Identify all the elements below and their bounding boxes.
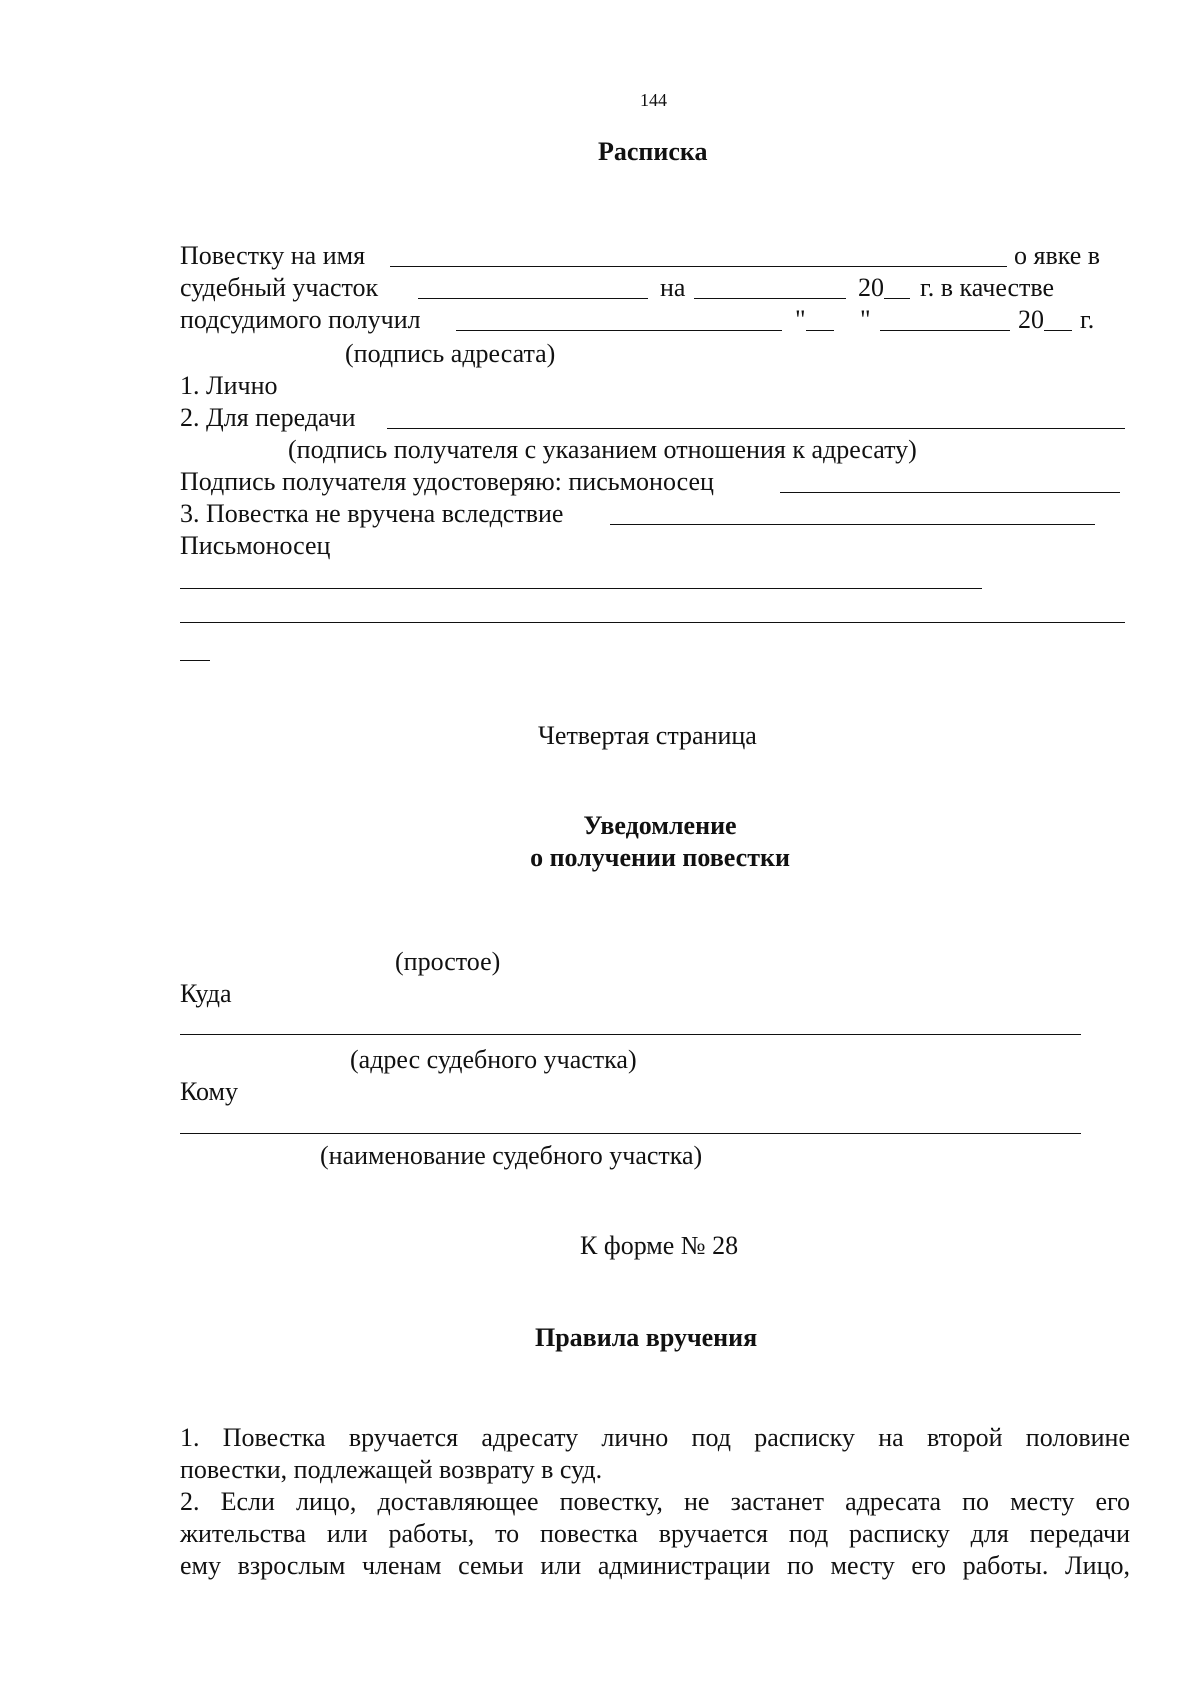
receipt-line3-suffix: г. — [1080, 305, 1095, 334]
postman-blank-2 — [180, 622, 1125, 623]
receipt-line2-mid: на — [660, 273, 686, 302]
postman-label: Письмоносец — [180, 531, 331, 560]
form-reference: К форме № 28 — [580, 1231, 739, 1260]
receipt-line1-suffix: о явке в — [1014, 241, 1101, 270]
year-blank-2 — [1044, 330, 1072, 331]
postman-blank-1 — [180, 588, 982, 589]
quote-close: " — [860, 305, 871, 334]
reason-blank — [610, 524, 1095, 525]
day-blank — [806, 330, 834, 331]
certify-line: Подпись получателя удостоверяю: письмоносец — [180, 467, 714, 496]
to-whom-note: (наименование судебного участка) — [320, 1141, 703, 1170]
notice-type: (простое) — [395, 947, 501, 976]
rules-p2-line2: жительства или работы, то повестка вручается под расписку для передачи — [180, 1519, 1130, 1548]
addressee-signature-note: (подпись адресата) — [345, 339, 556, 368]
receipt-line2-prefix: судебный участок — [180, 273, 379, 302]
fourth-page-heading: Четвертая страница — [538, 721, 757, 750]
receipt-line2-year: 20 — [858, 273, 884, 302]
item-for-transfer: 2. Для передачи — [180, 403, 356, 432]
postman-signature-blank — [780, 492, 1120, 493]
year-blank — [884, 298, 910, 299]
transfer-blank — [387, 428, 1125, 429]
notice-title-line2: о получении повестки — [530, 843, 790, 872]
month-blank — [880, 330, 1010, 331]
rules-p2-line1: 2. Если лицо, доставляющее повестку, не застанет адресата по месту его — [180, 1487, 1130, 1516]
receipt-line2-suffix: г. в качестве — [920, 273, 1055, 302]
rules-title: Правила вручения — [535, 1323, 758, 1352]
to-whom-label: Кому — [180, 1077, 239, 1106]
date-blank — [694, 298, 846, 299]
receipt-line3-prefix: подсудимого получил — [180, 305, 421, 334]
to-where-note: (адрес судебного участка) — [350, 1045, 637, 1074]
rules-p2-line3: ему взрослым членам семьи или администрации по месту его работы. Лицо, — [180, 1551, 1130, 1580]
notice-title-line1: Уведомление — [583, 811, 737, 840]
court-section-blank — [418, 298, 648, 299]
postman-blank-3 — [180, 660, 210, 661]
rules-p1-line1: 1. Повестка вручается адресату лично под расписку на второй половине — [180, 1423, 1130, 1452]
addressee-name-blank — [390, 266, 1007, 267]
to-where-blank — [180, 1034, 1081, 1035]
item-personally: 1. Лично — [180, 371, 278, 400]
page-number: 144 — [640, 90, 667, 110]
to-where-label: Куда — [180, 979, 232, 1008]
recipient-signature-note: (подпись получателя с указанием отношения к адресату) — [288, 435, 917, 464]
to-whom-blank — [180, 1133, 1081, 1134]
receipt-line3-year: 20 — [1018, 305, 1044, 334]
receipt-line1-prefix: Повестку на имя — [180, 241, 366, 270]
recipient-signature-blank — [456, 330, 782, 331]
item-not-delivered: 3. Повестка не вручена вследствие — [180, 499, 564, 528]
quote-open: " — [795, 305, 806, 334]
rules-p1-line2: повестки, подлежащей возврату в суд. — [180, 1455, 603, 1484]
receipt-title: Расписка — [598, 137, 708, 166]
